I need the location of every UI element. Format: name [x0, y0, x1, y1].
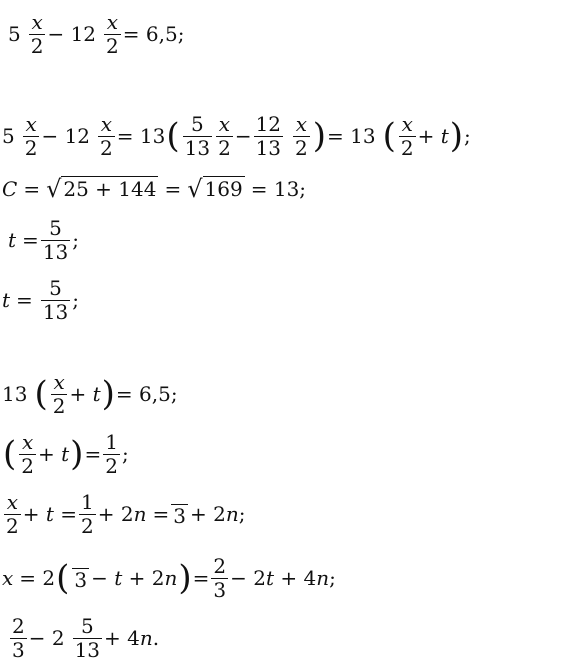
equation-transform: 5 x 2 − 12 $\frac{x}{2}$ = 13 ( 5 13 x 2 − $\frac{12}{13}$ x 2 ) = 13 ( x 2 + t ) ;: [2, 112, 471, 160]
fraction: x 2: [30, 10, 44, 58]
fraction: $\frac{x}{2}$: [106, 10, 119, 58]
equation-solve-2: ( x 2 + t ) = $\frac{1}{2}$ ;: [3, 430, 129, 478]
equation-amplitude: C = √ 25 + 144 = √ 169 = 13;: [2, 175, 307, 203]
equation-solve-3: x 2 + t = 1 2 + 2 n = 3 + 2 n ;: [6, 490, 246, 538]
equation-solve-4: x = 2 ( 3 − t + 2 n ) = 2 3 − 2t + 4 n ;: [2, 554, 336, 602]
equation-t: t = 5 13 ;: [2, 276, 80, 324]
answer-line: 2 3 − 2 5 13 + 4 n .: [12, 614, 160, 662]
equation-cos-t: t = $\frac{5}{13}$ ;: [8, 216, 80, 264]
equation-solve-1: 13 ( x 2 + t ) = 6,5;: [2, 370, 178, 418]
equation-given: 5 x 2 − 12 $\frac{x}{2}$ = 6,5;: [8, 10, 185, 58]
